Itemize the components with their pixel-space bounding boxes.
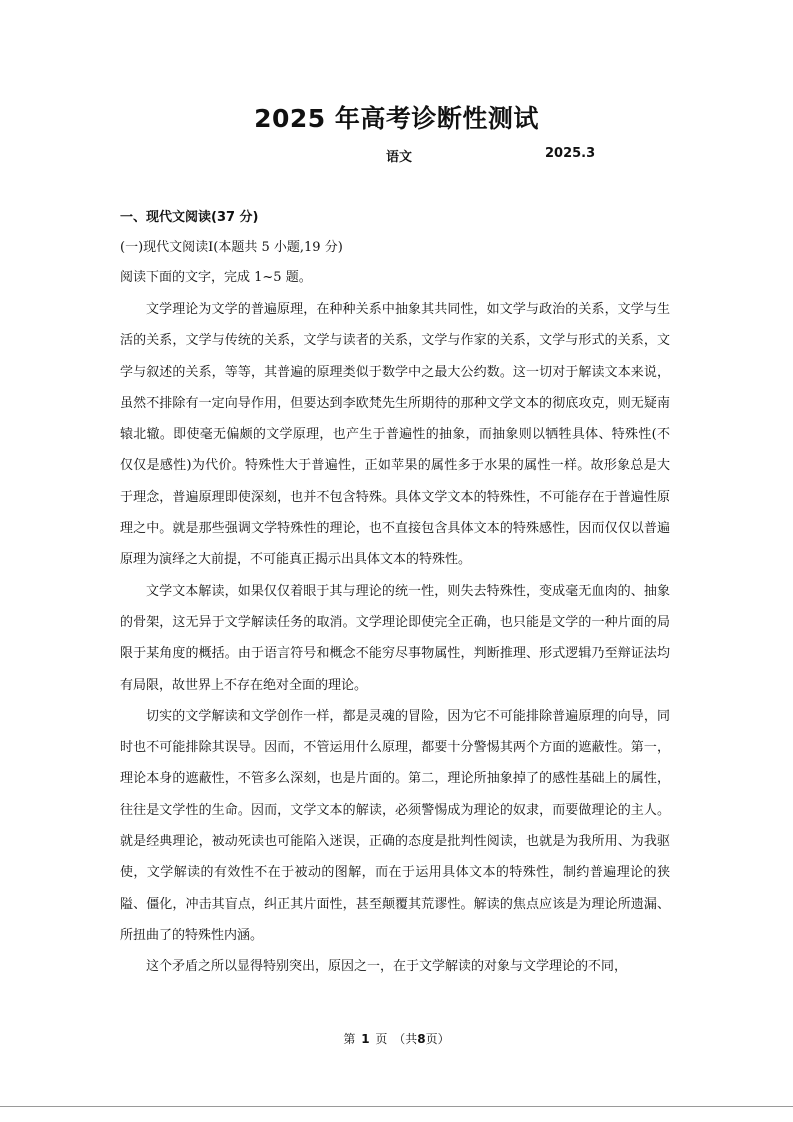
page-number: 1 <box>361 1032 370 1046</box>
section-heading: 一、现代文阅读(37 分) <box>120 210 259 225</box>
reading-instruction: 阅读下面的文字，完成 1~5 题。 <box>120 270 312 285</box>
passage-paragraph: 文学文本解读，如果仅仅着眼于其与理论的统一性，则失去特殊性，变成毫无血肉的、抽象的骨架，这无异于文学解读任务的取消。文学理论即使完全正确，也只能是文学的一种片面的局限于某角度的概括。由于语言符号和概念不能穷尽事物属性，判断推理、形式逻辑乃至辩证法均有局限，故世界上不存在绝对全面的理论。 <box>120 583 670 693</box>
subject-label: 语文 <box>386 150 413 165</box>
exam-title: 2025 年高考诊断性测试 <box>254 104 539 133</box>
reading-passage <box>120 294 670 983</box>
section-subheading: (一)现代文阅读Ⅰ(本题共 5 小题,19 分) <box>120 240 343 255</box>
page-footer <box>0 1030 793 1047</box>
footer-suffix: 页） <box>425 1032 450 1046</box>
passage-paragraph: 切实的文学解读和文学创作一样，都是灵魂的冒险，因为它不可能排除普遍原理的向导，同时也不可能排除其误导。因而，不管运用什么原理，都要十分警惕其两个方面的遮蔽性。第一，理论本身的遮蔽性，不管多么深刻，也是片面的。第二，理论所抽象掉了的感性基础上的属性，往往是文学性的生命。因而，文学文本的解读，必须警惕成为理论的奴隶，而要做理论的主人。就是经典理论，被动死读也可能陷入迷误，正确的态度是批判性阅读，也就是为我所用、为我驱使，文学解读的有效性不在于被动的图解，而在于运用具体文本的特殊性，制约普遍理论的狭隘、僵化，冲击其盲点，纠正其片面性，甚至颠覆其荒谬性。解读的焦点应该是为理论所遗漏、所扭曲了的特殊性内涵。 <box>120 708 670 943</box>
page-total: 8 <box>417 1032 426 1046</box>
passage-paragraph: 文学理论为文学的普遍原理，在种种关系中抽象其共同性，如文学与政治的关系，文学与生活的关系，文学与传统的关系，文学与读者的关系，文学与作家的关系，文学与形式的关系，文学与叙述的关系，等等，其普遍的原理类似于数学中之最大公约数。这一切对于解读文本来说，虽然不排除有一定向导作用，但要达到李欧梵先生所期待的那种文学文本的彻底攻克，则无疑南辕北辙。即使毫无偏颇的文学原理，也产生于普遍性的抽象，而抽象则以牺牲具体、特殊性(不仅仅是感性)为代价。特殊性大于普遍性，正如苹果的属性多于水果的属性一样。故形象总是大于理念，普遍原理即使深刻，也并不包含特殊。具体文学文本的特殊性，不可能存在于普遍性原理之中。就是那些强调文学特殊性的理论，也不直接包含具体文本的特殊感性，因而仅仅以普遍原理为演绎之大前提，不可能真正揭示出具体文本的特殊性。 <box>120 302 670 568</box>
bottom-divider <box>0 1106 793 1107</box>
footer-middle: 页 （共 <box>375 1032 418 1046</box>
passage-paragraph: 这个矛盾之所以显得特别突出，原因之一，在于文学解读的对象与文学理论的不同， <box>146 959 628 975</box>
exam-date: 2025.3 <box>545 146 596 161</box>
footer-prefix: 第 <box>343 1032 356 1046</box>
